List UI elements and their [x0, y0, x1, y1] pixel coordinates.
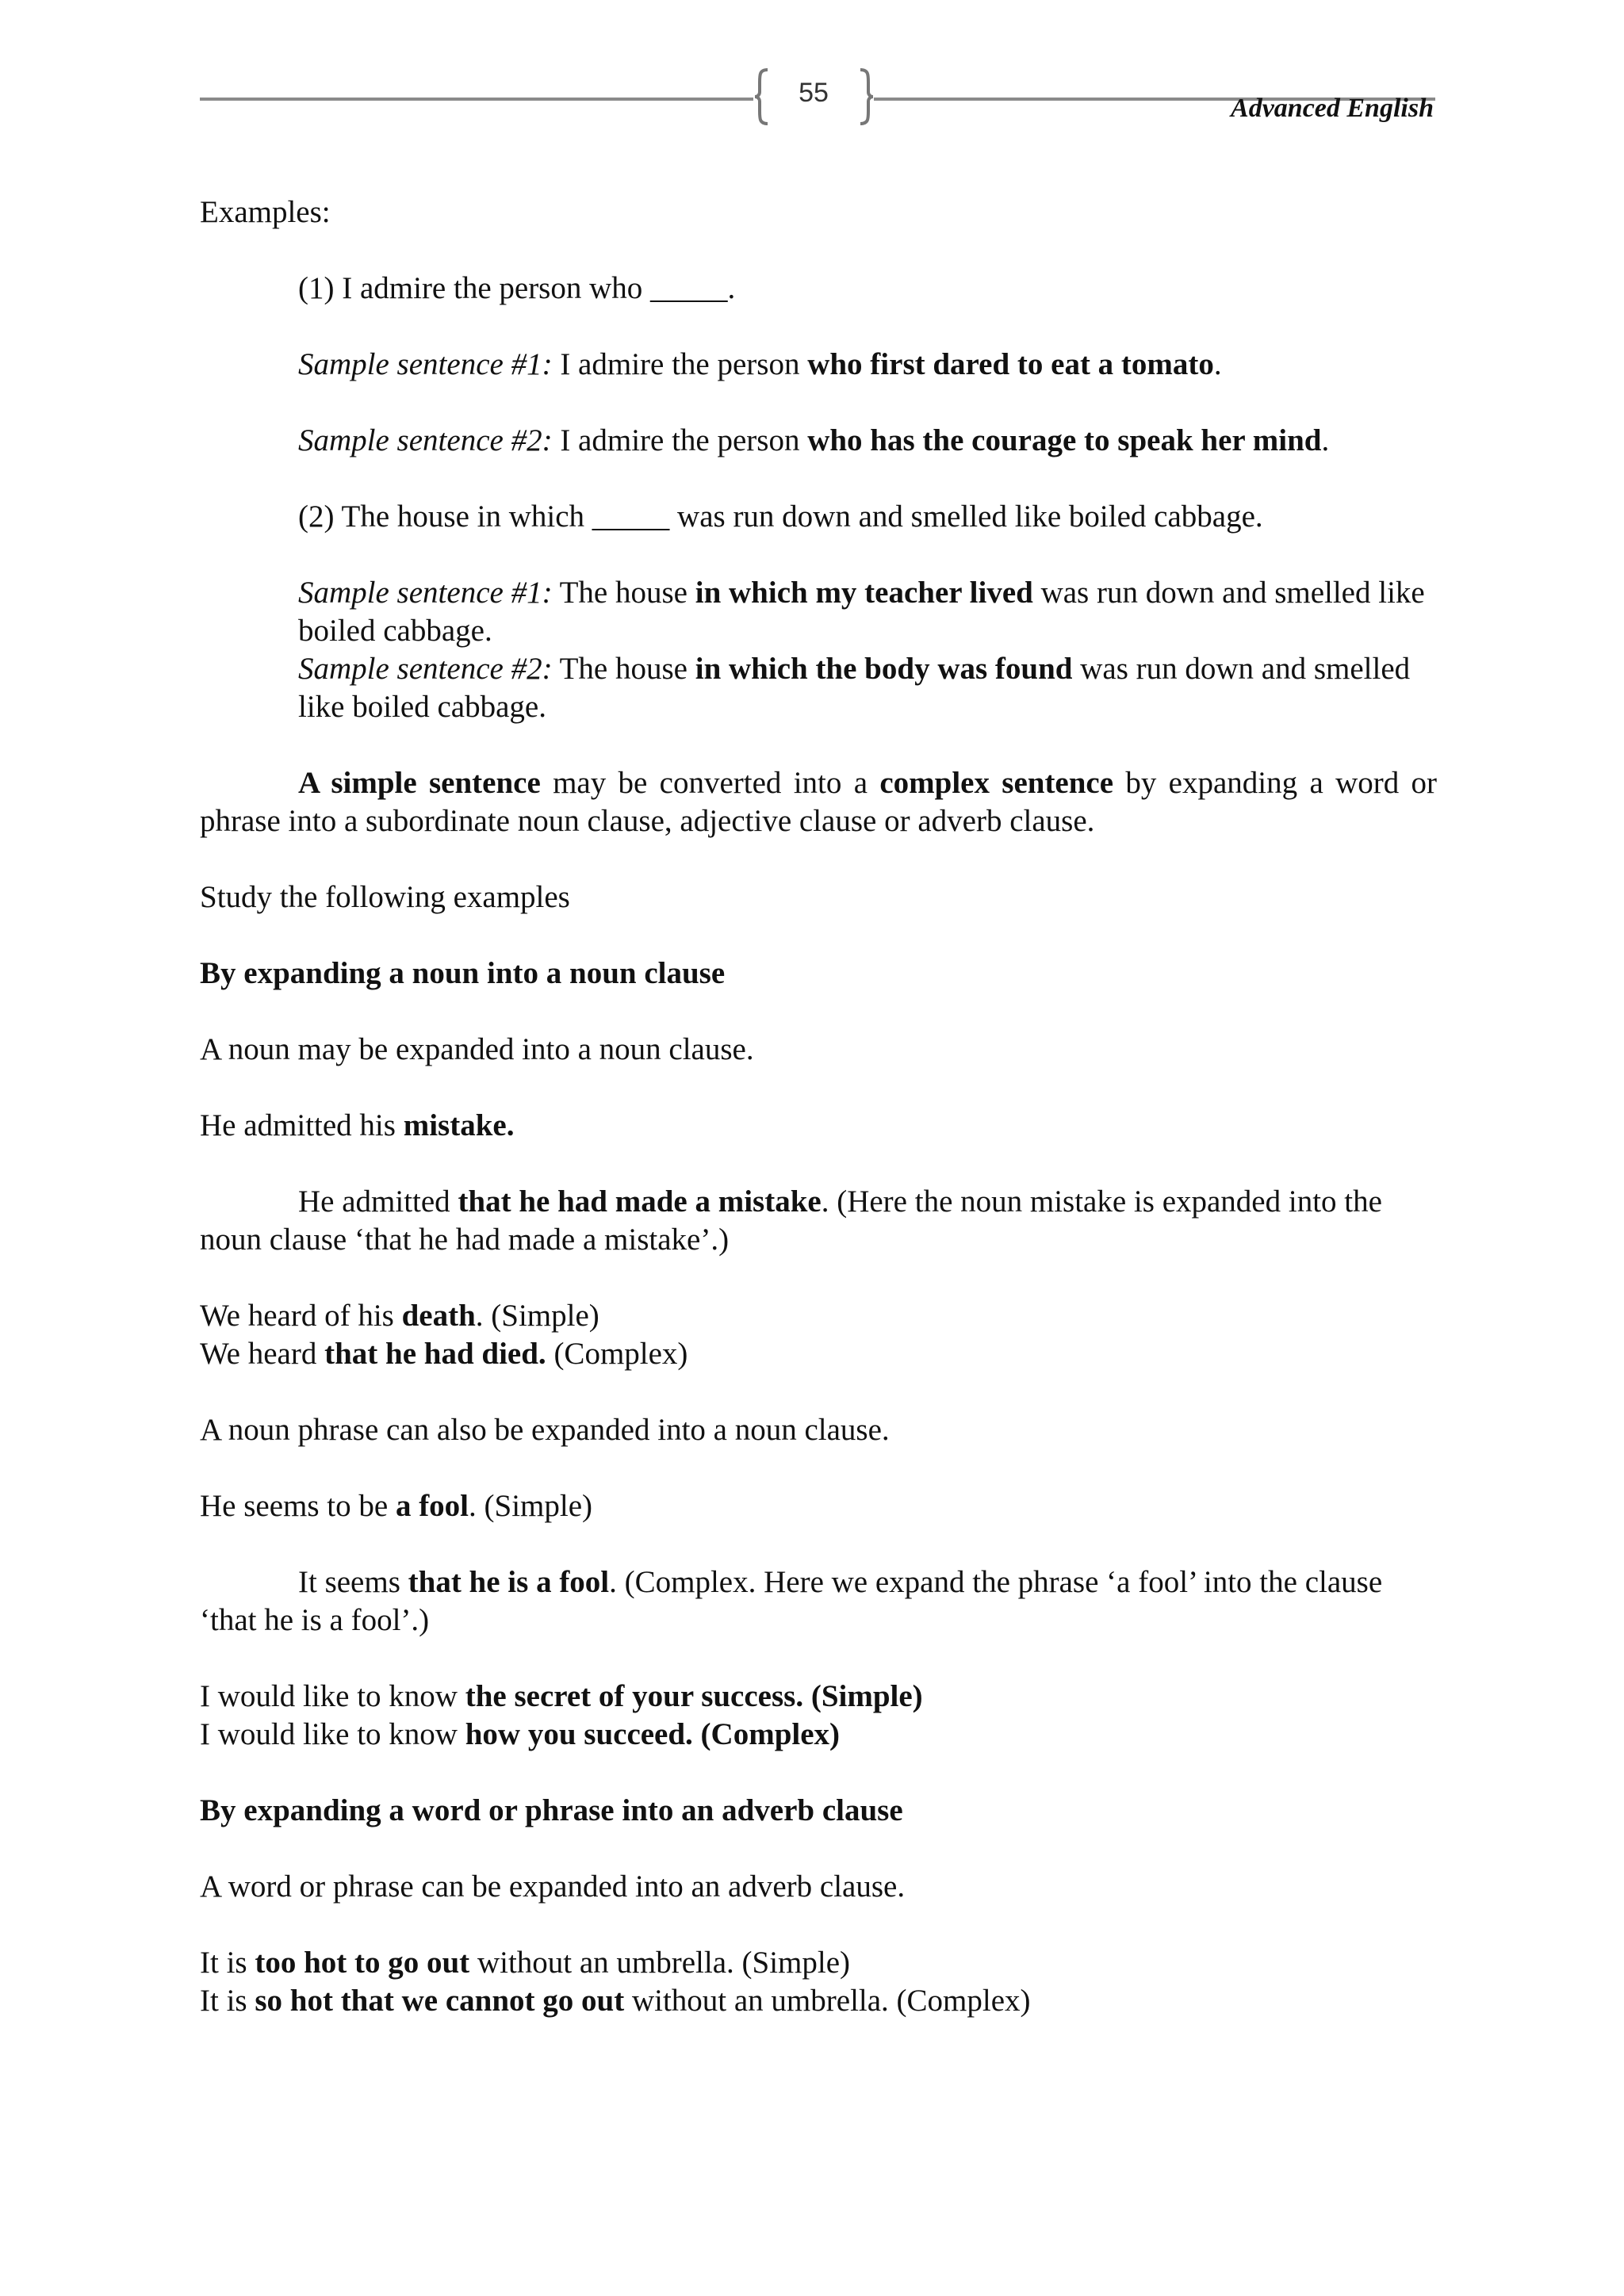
examples-label: Examples:	[200, 195, 331, 229]
example-fool-simple: He seems to be a fool. (Simple)	[200, 1489, 592, 1523]
left-brace-icon	[753, 68, 771, 125]
sample-sentence-4: Sample sentence #2: The house in which the body was found was run down and smelled like boiled cabbage.	[298, 652, 1411, 724]
page-content	[200, 193, 1437, 2058]
sample-sentence-2: Sample sentence #2: I admire the person who has the courage to speak her mind.	[298, 423, 1330, 457]
example-succeed-complex: I would like to know how you succeed. (Complex)	[200, 1717, 841, 1751]
noun-intro: A noun may be expanded into a noun clause.	[200, 1032, 754, 1066]
page-number: 55	[799, 78, 829, 108]
right-brace-icon	[857, 68, 875, 125]
example-2-prompt: (2) The house in which _____ was run down and smelled like boiled cabbage.	[298, 499, 1263, 534]
section-heading-noun-clause: By expanding a noun into a noun clause	[200, 956, 726, 990]
sample-sentence-1: Sample sentence #1: I admire the person who first dared to eat a tomato.	[298, 347, 1222, 381]
example-died-complex: We heard that he had died. (Complex)	[200, 1337, 688, 1371]
example-mistake-simple: He admitted his mistake.	[200, 1108, 515, 1142]
example-success-simple: I would like to know the secret of your success. (Simple)	[200, 1679, 923, 1713]
example-mistake-complex: He admitted that he had made a mistake. (Here the noun mistake is expanded into the noun clause ‘that he had made a mistake’.)	[200, 1184, 1382, 1257]
header-rule-left	[200, 98, 753, 101]
study-line: Study the following examples	[200, 880, 570, 914]
sample-sentence-3: Sample sentence #1: The house in which my teacher lived was run down and smelled like boiled cabbage.	[298, 576, 1425, 648]
example-hot-simple: It is too hot to go out without an umbrella. (Simple)	[200, 1946, 851, 1980]
conversion-paragraph: A simple sentence may be converted into a complex sentence by expanding a word or phrase into a subordinate noun clause, adjective clause or adverb clause.	[200, 766, 1438, 838]
example-hot-complex: It is so hot that we cannot go out without an umbrella. (Complex)	[200, 1984, 1031, 2018]
running-title: Advanced English	[1231, 94, 1434, 123]
noun-phrase-intro: A noun phrase can also be expanded into a noun clause.	[200, 1413, 890, 1447]
example-1-prompt: (1) I admire the person who _____.	[298, 271, 736, 305]
section-heading-adverb-clause: By expanding a word or phrase into an adverb clause	[200, 1793, 903, 1827]
adverb-intro: A word or phrase can be expanded into an adverb clause.	[200, 1869, 906, 1904]
example-death-simple: We heard of his death. (Simple)	[200, 1299, 599, 1333]
example-fool-complex: It seems that he is a fool. (Complex. Here we expand the phrase ‘a fool’ into the clause ‘that he is a fool’.)	[200, 1565, 1383, 1637]
